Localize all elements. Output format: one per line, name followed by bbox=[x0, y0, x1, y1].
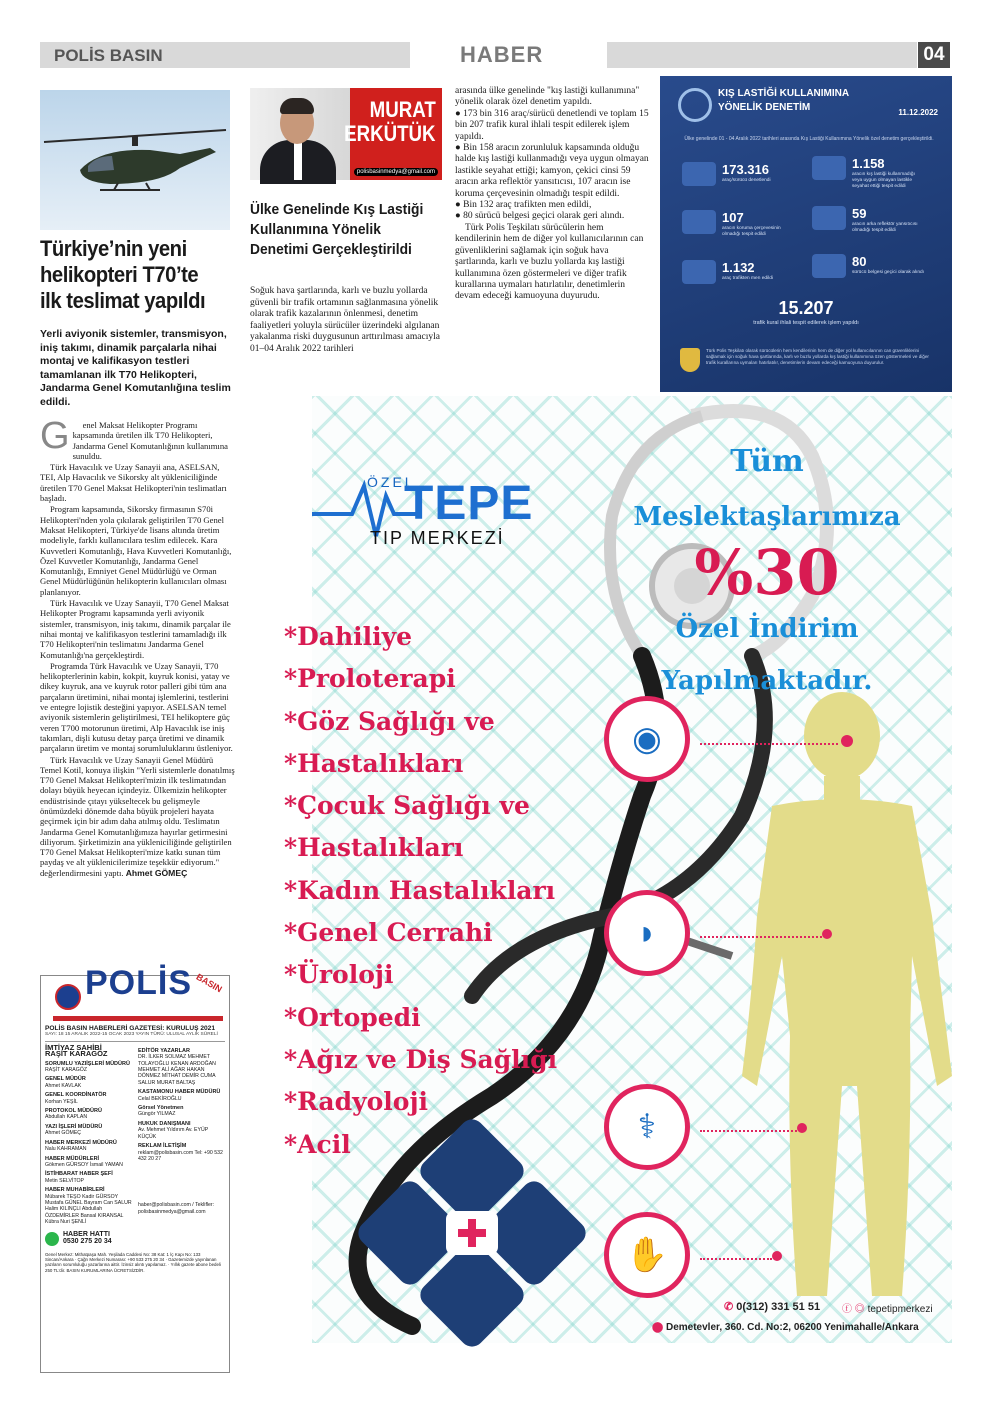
stat-number: 1.158 bbox=[852, 156, 885, 171]
social-handle: tepetipmerkezi bbox=[867, 1304, 933, 1315]
vehicle-icon bbox=[682, 162, 716, 186]
staff-name: Av. Mehmet Yıldırım Av. EYÜP KÜÇÜK bbox=[138, 1127, 209, 1140]
article2-continued bbox=[455, 86, 651, 303]
columnist-last-name: ERKÜTÜK bbox=[344, 121, 436, 146]
service-item: *Göz Sağlığı ve bbox=[284, 706, 495, 736]
stat-label: aracın arka reflektör yansıtıcısı olmadığı tespit edildi bbox=[852, 222, 918, 233]
ad-brand: TEPE bbox=[404, 477, 534, 530]
staff-role: GENEL MÜDÜR bbox=[45, 1076, 86, 1083]
service-item: *Ağız ve Diş Sağlığı bbox=[284, 1044, 558, 1074]
staff-name: Korhan YEŞİL bbox=[45, 1098, 78, 1105]
connector-line bbox=[700, 1258, 772, 1260]
article2-title: Ülke Genelinde Kış Lastiği Kullanımına Yönelik Denetimi Gerçekleştirildi bbox=[250, 201, 424, 258]
infographic-intro: Ülke genelinde 01 - 04 Aralık 2022 tarihleri arasında Kış Lastiği Kullanımına Yönelik özel denetim gerçekleştirildi. bbox=[684, 136, 934, 142]
service-item: *Hastalıkları bbox=[284, 748, 464, 778]
staff-name: Ahmet GÖMEÇ bbox=[45, 1130, 82, 1137]
staff-name: Gökmen GÜRSOY İsmail YAMAN bbox=[45, 1161, 123, 1168]
foot-bones-icon: ✋ bbox=[625, 1236, 669, 1274]
stat-label: aracın koruma çerçevesinin olmadığı tespit edildi bbox=[722, 226, 781, 237]
drop-cap: G bbox=[40, 415, 70, 457]
service-item: *Radyoloji bbox=[284, 1087, 429, 1117]
header-right-bar bbox=[607, 42, 917, 68]
stat-number: 173.316 bbox=[722, 162, 769, 177]
paragraph: ● 80 sürücü belgesi geçici olarak geri alındı. bbox=[455, 211, 625, 222]
connector-line bbox=[700, 936, 822, 938]
article1-lead: Yerli aviyonik sistemler, transmisyon, iniş takımı, dinamik parçalarla nihai montaj ve kalifikasyon testleri tamamlanan ilk T70 Helikopteri, Jandarma Genel Komutanlığına teslim edildi. bbox=[40, 328, 231, 408]
page-number: 04 bbox=[918, 42, 950, 68]
imprint-emails: haber@polisbasin.com / Teklifler: polisbasinmedya@gmail.com bbox=[138, 1202, 215, 1215]
logo-stripe bbox=[53, 1016, 223, 1021]
ad-address bbox=[652, 1322, 919, 1333]
paragraph: Türk Havacılık ve Uzay Sanayii, T70 Genel Maksat Helikopter Programı kapsamında yerli aviyonik sistemler, transmisyon, iniş takımı, dinamik parçalar ile nihai montaj ve kalifikasyon testlerini tamamladığı ilk T70 Helikopteri'nin teslimatını Jandarma Genel Komutanlığı'na gerçekleştirdi. bbox=[40, 598, 231, 660]
helicopter-photo bbox=[40, 90, 230, 230]
infographic-title-2: YÖNELİK DENETİM bbox=[718, 102, 811, 113]
service-item: *Üroloji bbox=[284, 960, 394, 990]
service-item: *Dahiliye bbox=[284, 622, 413, 651]
tepe-medical-ad bbox=[284, 396, 952, 1343]
phone-icon: ✆ bbox=[724, 1301, 734, 1313]
imprint-subtitle: SAYI: 18 15 ARALIK 2022-15 OCAK 2023 YAYIN TÜRÜ: ULUSAL AYLIK SÜRELİ bbox=[45, 1032, 225, 1041]
infographic-title-1: KIŞ LASTİĞİ KULLANIMINA bbox=[718, 88, 850, 99]
service-item: *Acil bbox=[284, 1129, 351, 1159]
truck-icon bbox=[682, 210, 716, 234]
staff-name: Nalu KAHRAMAN bbox=[45, 1146, 87, 1153]
staff-name: Celal BEKİROĞLU bbox=[138, 1095, 182, 1102]
eye-icon: ◉ bbox=[632, 720, 662, 758]
imprint-left-column bbox=[45, 1042, 132, 1246]
article2-body: Soğuk hava şartlarında, karlı ve buzlu yollarda güvenli bir trafik ortamının sağlanmasına yönelik olarak trafik kazalarının önlenmesi, denetim faaliyetleri yoluyla sürücüler üzerindeki algılanan yakalanma riski duygusunun arttırılması amacıyla 01–04 Aralık 2022 tarihleri bbox=[250, 286, 440, 354]
total-violations-label: trafik kural ihlali tespit edilerek işlem yapıldı bbox=[753, 320, 859, 326]
services-list bbox=[284, 616, 624, 1166]
stomach-icon: ◗ bbox=[636, 913, 658, 952]
infographic-date: 11.12.2022 bbox=[898, 108, 938, 117]
staff-role: Görsel Yönetmen bbox=[138, 1105, 184, 1112]
hotline-number: 0530 275 20 34 bbox=[63, 1237, 112, 1245]
paragraph bbox=[40, 755, 235, 879]
whatsapp-icon bbox=[45, 1232, 59, 1246]
staff-role: KASTAMONU HABER MÜDÜRÜ bbox=[138, 1089, 221, 1096]
logo-word: POLİS bbox=[85, 964, 193, 1002]
reflector-icon bbox=[812, 206, 846, 230]
staff-role: YAZI İŞLERİ MÜDÜRÜ bbox=[45, 1123, 103, 1130]
staff-name: Ahmet KAVLAK bbox=[45, 1082, 82, 1089]
paragraph: enel Maksat Helikopter Programı kapsamında üretilen ilk T70 Helikopteri, Jandarma Genel Komutanlığının kullanımına sunuldu. bbox=[72, 420, 228, 461]
stat-number: 1.132 bbox=[722, 260, 755, 275]
staff-role: HABER MÜDÜRLERİ bbox=[45, 1155, 100, 1162]
article1-body bbox=[40, 415, 235, 879]
paragraph: Programda Türk Havacılık ve Uzay Sanayii, T70 helikopterlerinin kabin, kokpit, kuyruk konisi, yatay ve dikey kuyruk, ana ve kuyruk rotor palleri gibi tüm ana parçaların üretimini, nihai montaj işlemlerini, testlerini ve entegre lojistik desteğini yapıyor. ASELSAN temel aviyonik sistemlerin geliştirilmesi, TEI helikoptere güç veren T700 motorunun üretimi, Alp Havacılık ise iniş takımları, dişli kutusu detay parça üretimi ve dinamik parçaların üretim ve montaj sorumluluklarını üstleniyor. bbox=[40, 660, 233, 754]
headline-line: Meslektaşlarımıza bbox=[633, 502, 901, 532]
staff-name: DR. İLKER SOLMAZ MEHMET TOLAYOĞLU KENAN ARDOĞAN MEHMET ALİ AĞAR HAKAN DÖNMEZ MİTHAT DEMİR CUMA SALUR MURAT BALTAŞ bbox=[138, 1054, 216, 1086]
header-brand: POLİS BASIN bbox=[54, 46, 163, 65]
columnist-email: polisbasinmedya@gmail.com bbox=[354, 168, 438, 176]
owner-label: İMTİYAZ SAHİBİ bbox=[45, 1042, 102, 1052]
joint-icon-ring bbox=[604, 1084, 690, 1170]
headline-line: Özel İndirim bbox=[675, 614, 859, 644]
logo-basin: BASIN bbox=[194, 971, 224, 995]
staff-name: Güngör YILMAZ bbox=[138, 1111, 176, 1118]
paragraph: ● 173 bin 316 araç/sürücü denetlendi ve toplam 15 bin 207 trafik kural ihlali tespit edilerek işlem yapıldı. bbox=[455, 108, 649, 142]
article1-author: Ahmet GÖMEÇ bbox=[125, 867, 188, 878]
owner-name: RAŞİT KARAGÖZ bbox=[45, 1049, 108, 1059]
tow-truck-icon bbox=[682, 260, 716, 284]
service-item: *Ortopedi bbox=[284, 1002, 421, 1032]
paragraph: ● Bin 158 aracın zorunluluk kapsamında olduğu halde kış lastiği kullanmadığı veya uygun olmayan lastikle seyahat ettiği; kamyon, çekici cinsi 59 aracın arka reflektör yansıtıcısı, 107 aracın ise koruma çerçevesinin olmadığı tespit edildi. bbox=[455, 143, 649, 199]
staff-role: EDİTÖR YAZARLAR bbox=[138, 1047, 190, 1054]
paragraph: ● Bin 132 araç trafikten men edildi, bbox=[455, 200, 592, 211]
connector-line bbox=[700, 1130, 797, 1132]
columnist-banner bbox=[250, 88, 442, 180]
infographic-footer: Türk Polis Teşkilatı olarak sürücülerin hem kendilerinin hem de diğer yol kullanıcılarının can güvenliklerini sağlamak için soğuk hava şartlarında, karlı ve buzlu yollarda kış lastiği kullanımına özen göstermeleri ve diğer trafik kurallarına uymaları hatırlatılır, denetimlerin devam edeceği kamuoyuna duyurulur. bbox=[706, 348, 929, 365]
ad-ozel-label: ÖZEL bbox=[367, 474, 416, 490]
paragraph: Program kapsamında, Sikorsky firmasının S70i Helikopteri'nden yola çıkılarak geliştirilen T70 Genel Maksat Helikopteri, Türkiye'de lisans altında üretim modeliyle, farklı kullanıcılara teslim edilecek. Kara Kuvvetleri Komutanlığı, Hava Kuvvetleri Komutanlığı, Özel Kuvvetler Komutanlığı, Jandarma Genel Komutanlığı, Emniyet Genel Müdürlüğü ve Orman Genel Müdürlüğünün helikopterin kullanıcıları olması planlanıyor. bbox=[40, 504, 232, 597]
news-hotline bbox=[45, 1232, 132, 1246]
stat-number: 80 bbox=[852, 254, 867, 269]
social-icon: ⓕ ◎ bbox=[842, 1304, 865, 1315]
columnist-photo bbox=[250, 88, 350, 180]
headline-line: Yapılmaktadır. bbox=[661, 666, 873, 696]
service-item: *Genel Cerrahi bbox=[284, 918, 493, 948]
knee-joint-icon: ⚕ bbox=[637, 1108, 657, 1146]
stat-number: 107 bbox=[722, 210, 744, 225]
paragraph: arasında ülke genelinde "kış lastiği kullanımına" yönelik olarak özel denetim yapıldı. bbox=[455, 86, 640, 108]
article1-title: Türkiye’nin yeni helikopteri T70’te ilk teslimat yapıldı bbox=[40, 236, 206, 313]
tire-icon bbox=[812, 156, 846, 180]
polis-basin-logo bbox=[45, 964, 225, 1022]
imprint-box bbox=[40, 964, 230, 1373]
phone-number: 0(312) 331 51 51 bbox=[736, 1301, 821, 1313]
staff-role: GENEL KOORDİNATÖR bbox=[45, 1092, 107, 1099]
ad-phone bbox=[724, 1300, 820, 1313]
staff-role: SORUMLU YAZIİŞLERİ MÜDÜRÜ bbox=[45, 1060, 130, 1067]
staff-role: REKLAM İLETİŞİM bbox=[138, 1143, 187, 1150]
total-violations: 15.207 bbox=[778, 298, 834, 318]
staff-role: PROTOKOL MÜDÜRÜ bbox=[45, 1108, 102, 1115]
tire-inspection-infographic bbox=[660, 76, 952, 392]
connector-line bbox=[700, 743, 838, 745]
stat-label: araç/sürücü denetlendi bbox=[722, 178, 771, 183]
imprint-title: POLİS BASIN HABERLERİ GAZETESİ: KURULUŞ 2021 bbox=[45, 1025, 215, 1032]
foot-icon-ring bbox=[604, 1212, 690, 1298]
address-text: Demetevler, 360. Cd. No:2, 06200 Yenimahalle/Ankara bbox=[665, 1322, 919, 1333]
license-icon bbox=[812, 254, 846, 278]
staff-name: Abdullah KAPLAN bbox=[45, 1114, 88, 1121]
stat-number: 59 bbox=[852, 206, 867, 221]
police-seal-icon bbox=[680, 348, 700, 372]
service-item: *Proloterapi bbox=[284, 664, 456, 694]
staff-name: Mübarek TEŞO Kadir GÜRSOY Mustafa GÜNEL Bayram Can SALUR Halim KILINÇLI Abdullah ÖZDEMİRLER Bansal KIRANSAL Kübra Nuri ŞENLİ bbox=[45, 1193, 132, 1226]
headline-line: Tüm bbox=[730, 444, 804, 479]
staff-name: Metin SELVİTOP bbox=[45, 1177, 85, 1184]
stat-label: sürücü belgesi geçici olarak alındı bbox=[852, 270, 924, 275]
columnist-first-name: MURAT bbox=[369, 97, 436, 122]
staff-role: HABER MERKEZİ MÜDÜRÜ bbox=[45, 1139, 117, 1146]
staff-role: HABER MUHABİRLERİ bbox=[45, 1187, 105, 1194]
location-pin-icon: ⬤ bbox=[652, 1322, 664, 1333]
paragraph-text: Türk Havacılık ve Uzay Sanayii Genel Müdürü Temel Kotil, konuya ilişkin "Yerli sistemlerle donatılmış T70 Genel Maksat Helikopteri'mizin ilk teslimatından dolayı büyük heyecan içindeyiz. Ülkemizin helikopter endüstrisinde çıtayı yükseltecek bu gelişmeyle önümüzdeki dönemde daha büyük projeleri hayata geçirmek için bir adım daha atılmış oldu. Teslimatın Jandarma Genel Komutanlığımıza hayırlar getirmesini diliyorum. Şirketimizin ana yükleniciliğinde geliştirilen T70 Genel Maksat Helikopteri'mize katkı sunan tüm paydaş ve alt yüklenicilerimize teşekkür ediyorum." değerlendirmesini yaptı. bbox=[40, 754, 235, 878]
paragraph: Türk Polis Teşkilatı sürücülerin hem kendilerinin hem de diğer yol kullanıcılarının can güvenliklerini sağlamak için soğuk hava şartlarında, karlı ve buzlu yollarda kış lastiği kullanımına özen göstermeleri ve diğer trafik kurallarına uymaları hatırlatılır, denetimlerin devam edeceği kamuoyuna duyurudu. bbox=[455, 222, 644, 302]
staff-name: RAŞİT KARAGÖZ bbox=[45, 1067, 87, 1074]
discount-percent: %30 bbox=[694, 536, 840, 609]
staff-role: HUKUK DANIŞMANI bbox=[138, 1120, 191, 1127]
paragraph: Türk Havacılık ve Uzay Sanayii ana, ASELSAN, TEI, Alp Havacılık ve Sikorsky alt yükleniciliğinde üretilen T70 Genel Maksat Helikopteri'nin teslimatları başladı. bbox=[40, 462, 227, 504]
police-badge-icon bbox=[55, 984, 81, 1010]
service-item: *Kadın Hastalıkları bbox=[284, 875, 556, 905]
imprint-right-column bbox=[138, 1045, 225, 1246]
imprint-footer: Genel Merkez: Mithatpaşa Mah. Yeşilada Caddesi No: 38 Kat: 1 İç Kapı No: 133 Sincan/Ankara · Çağrı Merkezi Numarası: +90 533 275 20 34 · Gazetemizde yayınlanan yazıların sorumluluğu yazarlarına aittir. İzinsiz alıntı yapılamaz. · Yıllık gazete abone bedeli 250 TL'dir. BASIN KURUMLARINA ÜCRETSİZDİR. bbox=[45, 1251, 221, 1273]
header-section: HABER bbox=[460, 42, 544, 67]
hotline-label: HABER HATTI bbox=[63, 1231, 110, 1239]
stomach-icon-ring bbox=[604, 890, 690, 976]
ad-brand-sub: TIP MERKEZİ bbox=[370, 528, 505, 548]
tire-icon bbox=[678, 88, 712, 122]
page-header bbox=[40, 42, 950, 68]
service-item: *Çocuk Sağlığı ve bbox=[284, 791, 530, 821]
stat-label: aracın kış lastiği kullanmadığı veya uygun olmayan lastikle seyahat ettiği tespit edildi bbox=[852, 172, 915, 189]
stat-label: araç trafikten men edildi bbox=[722, 276, 773, 281]
ad-social bbox=[842, 1300, 933, 1315]
service-item: *Hastalıkları bbox=[284, 833, 464, 863]
staff-name: reklam@polisbasin.com Tel: +90 532 432 20 27 bbox=[138, 1149, 223, 1162]
eye-icon-ring bbox=[604, 696, 690, 782]
staff-role: İSTİHBARAT HABER ŞEFİ bbox=[45, 1171, 113, 1178]
